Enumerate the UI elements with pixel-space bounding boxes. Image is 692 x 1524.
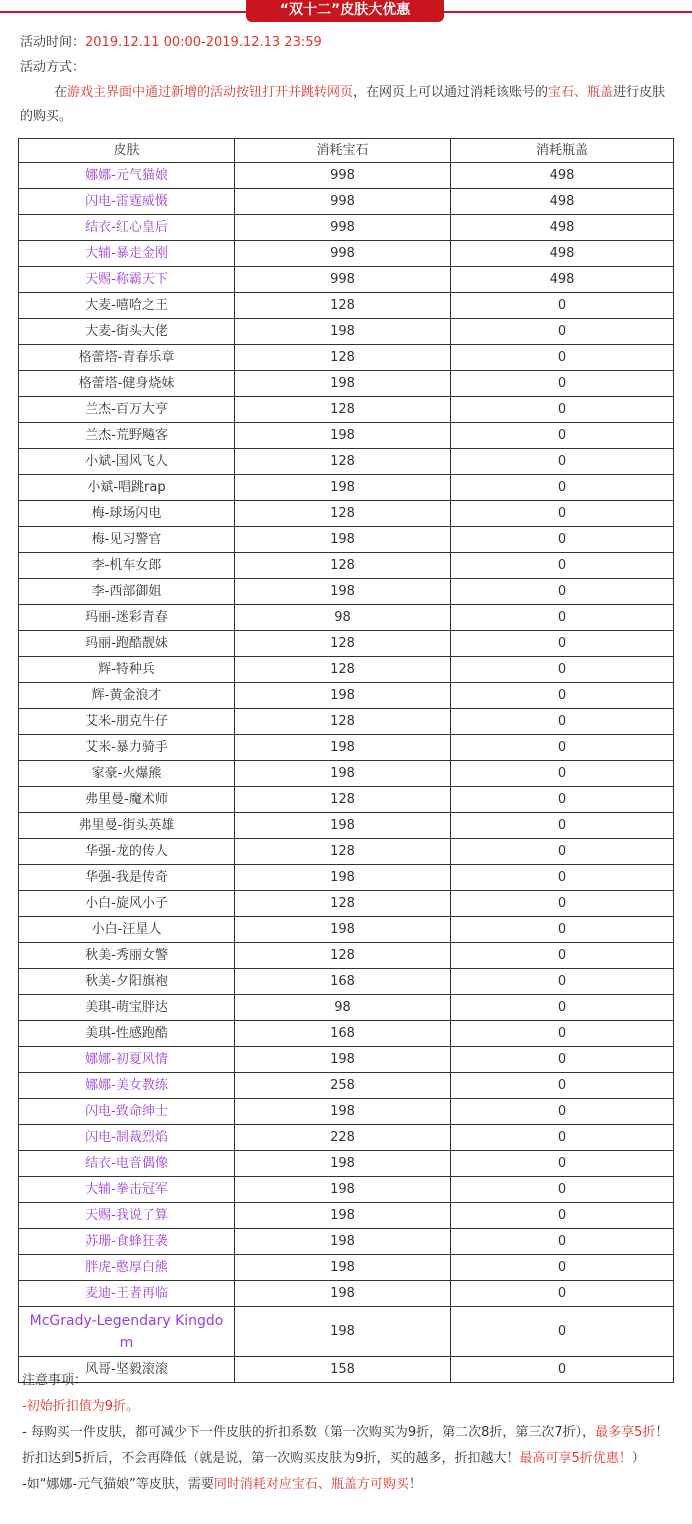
gems-cost-cell: 128	[235, 787, 451, 813]
table-row	[19, 1281, 674, 1307]
caps-cost-cell: 0	[451, 1177, 674, 1203]
skin-name-cell: 华强-龙的传人	[19, 839, 235, 865]
skin-name-cell: 闪电-雷霆威慑	[19, 189, 235, 215]
caps-cost-cell: 0	[451, 1255, 674, 1281]
table-row	[19, 371, 674, 397]
skin-name-cell: McGrady-Legendary Kingdom	[19, 1307, 235, 1357]
gems-cost-cell: 998	[235, 215, 451, 241]
note-initial-discount: -初始折扣值为9折。	[22, 1399, 139, 1414]
table-row	[19, 605, 674, 631]
gems-cost-cell: 198	[235, 1203, 451, 1229]
gems-cost-cell: 198	[235, 865, 451, 891]
gems-cost-cell: 198	[235, 579, 451, 605]
caps-cost-cell: 498	[451, 241, 674, 267]
note-req-a: -如“娜娜-元气猫娘”等皮肤，需要	[22, 1477, 214, 1492]
caps-cost-cell: 0	[451, 605, 674, 631]
gems-cost-cell: 998	[235, 241, 451, 267]
caps-cost-cell: 0	[451, 917, 674, 943]
skin-name-cell: 梅-球场闪电	[19, 501, 235, 527]
gems-cost-cell: 98	[235, 995, 451, 1021]
gems-cost-cell: 198	[235, 319, 451, 345]
table-row	[19, 267, 674, 293]
caps-cost-cell: 498	[451, 163, 674, 189]
skin-name-cell: 李-西部御姐	[19, 579, 235, 605]
caps-cost-cell: 0	[451, 1307, 674, 1357]
desc-part-3: ，在网页上可以通过消耗该账号的	[353, 85, 549, 100]
table-row	[19, 865, 674, 891]
table-row	[19, 917, 674, 943]
skin-name-cell: 麦迪-王者再临	[19, 1281, 235, 1307]
table-header-row	[19, 139, 674, 163]
note-rule-a: - 每购买一件皮肤，都可减少下一件皮肤的折扣系数（第一次购买为9折，第二次8折，第三次7折），	[22, 1425, 596, 1440]
caps-cost-cell: 0	[451, 1099, 674, 1125]
caps-cost-cell: 0	[451, 501, 674, 527]
skin-name-cell: 风哥-坚毅滚滚	[19, 1357, 235, 1383]
skin-name-cell: 娜娜-初夏风情	[19, 1047, 235, 1073]
note-rule-c: ！折扣达到5折后，不会再降低（就是说，第一次购买皮肤为9折，买的越多，折扣越大！	[22, 1425, 669, 1466]
desc-part-1: 在	[54, 85, 68, 100]
table-row	[19, 501, 674, 527]
gems-cost-cell: 128	[235, 839, 451, 865]
table-row	[19, 735, 674, 761]
skin-name-cell: 梅-见习警官	[19, 527, 235, 553]
table-body	[19, 163, 674, 1383]
skin-name-cell: 闪电-制裁烈焰	[19, 1125, 235, 1151]
skin-name-cell: 大麦-街头大佬	[19, 319, 235, 345]
caps-cost-cell: 0	[451, 345, 674, 371]
caps-cost-cell: 0	[451, 1125, 674, 1151]
skin-name-cell: 大辅-暴走金刚	[19, 241, 235, 267]
caps-cost-cell: 0	[451, 293, 674, 319]
table-row	[19, 527, 674, 553]
note-req-c: ！	[408, 1477, 422, 1492]
gems-cost-cell: 128	[235, 501, 451, 527]
table-row	[19, 1125, 674, 1151]
caps-cost-cell: 0	[451, 1073, 674, 1099]
notes-section	[22, 1368, 672, 1498]
skin-name-cell: 玛丽-迷彩青春	[19, 605, 235, 631]
caps-cost-cell: 0	[451, 527, 674, 553]
activity-description	[20, 81, 675, 129]
desc-part-5: 进行皮肤的购买。	[20, 85, 666, 124]
table-row	[19, 839, 674, 865]
note-purchase-requirement	[22, 1472, 672, 1498]
skin-name-cell: 天赐-称霸天下	[19, 267, 235, 293]
skin-name-cell: 秋美-秀丽女警	[19, 943, 235, 969]
skin-name-cell: 格蕾塔-青春乐章	[19, 345, 235, 371]
activity-method-label: 活动方式：	[20, 60, 86, 75]
skin-name-cell: 大辅-拳击冠军	[19, 1177, 235, 1203]
table-row	[19, 449, 674, 475]
caps-cost-cell: 0	[451, 683, 674, 709]
skin-name-cell: 闪电-致命绅士	[19, 1099, 235, 1125]
skin-name-cell: 结衣-红心皇后	[19, 215, 235, 241]
note-rule-b: 最多享5折	[595, 1425, 656, 1440]
table-row	[19, 683, 674, 709]
notes-label: 注意事项：	[22, 1373, 88, 1388]
gems-cost-cell: 168	[235, 1021, 451, 1047]
caps-cost-cell: 0	[451, 1151, 674, 1177]
skin-name-cell: 胖虎-憨厚白熊	[19, 1255, 235, 1281]
caps-cost-cell: 0	[451, 865, 674, 891]
table-row	[19, 241, 674, 267]
caps-cost-cell: 0	[451, 1047, 674, 1073]
gems-cost-cell: 128	[235, 631, 451, 657]
gems-cost-cell: 998	[235, 189, 451, 215]
table-row	[19, 657, 674, 683]
gems-cost-cell: 198	[235, 371, 451, 397]
table-row	[19, 995, 674, 1021]
skin-name-cell: 小白-旋风小子	[19, 891, 235, 917]
skin-name-cell: 大麦-嘻哈之王	[19, 293, 235, 319]
gems-cost-cell: 198	[235, 1099, 451, 1125]
caps-cost-cell: 0	[451, 423, 674, 449]
caps-cost-cell: 0	[451, 787, 674, 813]
table-row	[19, 631, 674, 657]
caps-cost-cell: 0	[451, 449, 674, 475]
skin-name-cell: 格蕾塔-健身烧妹	[19, 371, 235, 397]
gems-cost-cell: 158	[235, 1357, 451, 1383]
skin-name-cell: 小斌-国风飞人	[19, 449, 235, 475]
gems-cost-cell: 258	[235, 1073, 451, 1099]
gems-cost-cell: 198	[235, 1307, 451, 1357]
table-row	[19, 1021, 674, 1047]
skin-name-cell: 艾米-暴力骑手	[19, 735, 235, 761]
gems-cost-cell: 168	[235, 969, 451, 995]
gems-cost-cell: 128	[235, 891, 451, 917]
table-row	[19, 787, 674, 813]
table-row	[19, 1229, 674, 1255]
caps-cost-cell: 0	[451, 1281, 674, 1307]
table-row	[19, 293, 674, 319]
note-rule-e: ）	[631, 1451, 645, 1466]
table-row	[19, 423, 674, 449]
gems-cost-cell: 198	[235, 1281, 451, 1307]
table-row	[19, 553, 674, 579]
gems-cost-cell: 198	[235, 683, 451, 709]
gems-cost-cell: 198	[235, 1255, 451, 1281]
gems-cost-cell: 198	[235, 735, 451, 761]
skin-name-cell: 娜娜-美女教练	[19, 1073, 235, 1099]
caps-cost-cell: 498	[451, 189, 674, 215]
skin-name-cell: 美琪-性感跑酷	[19, 1021, 235, 1047]
caps-cost-cell: 0	[451, 839, 674, 865]
gems-cost-cell: 128	[235, 657, 451, 683]
gems-cost-cell: 198	[235, 1229, 451, 1255]
activity-time	[20, 31, 675, 55]
caps-cost-cell: 0	[451, 1229, 674, 1255]
skin-name-cell: 美琪-萌宝胖达	[19, 995, 235, 1021]
table-row	[19, 1099, 674, 1125]
table-row	[19, 1151, 674, 1177]
caps-cost-cell: 498	[451, 215, 674, 241]
gems-cost-cell: 228	[235, 1125, 451, 1151]
caps-cost-cell: 0	[451, 891, 674, 917]
caps-cost-cell: 498	[451, 267, 674, 293]
table-row	[19, 1073, 674, 1099]
skin-name-cell: 弗里曼-街头英雄	[19, 813, 235, 839]
caps-cost-cell: 0	[451, 579, 674, 605]
gems-cost-cell: 128	[235, 397, 451, 423]
caps-cost-cell: 0	[451, 761, 674, 787]
table-row	[19, 319, 674, 345]
skin-name-cell: 玛丽-跑酷靓妹	[19, 631, 235, 657]
caps-cost-cell: 0	[451, 709, 674, 735]
skin-name-cell: 小斌-唱跳rap	[19, 475, 235, 501]
gems-cost-cell: 128	[235, 345, 451, 371]
table-row	[19, 163, 674, 189]
caps-cost-cell: 0	[451, 813, 674, 839]
skin-name-cell: 小白-汪星人	[19, 917, 235, 943]
caps-cost-cell: 0	[451, 657, 674, 683]
gems-cost-cell: 198	[235, 1151, 451, 1177]
caps-cost-cell: 0	[451, 735, 674, 761]
caps-cost-cell: 0	[451, 1357, 674, 1383]
table-row	[19, 761, 674, 787]
gems-cost-cell: 198	[235, 423, 451, 449]
skin-name-cell: 结衣-电音偶像	[19, 1151, 235, 1177]
skin-name-cell: 辉-特种兵	[19, 657, 235, 683]
note-rule-d: 最高可享5折优惠！	[519, 1451, 632, 1466]
skin-name-cell: 秋美-夕阳旗袍	[19, 969, 235, 995]
gems-cost-cell: 198	[235, 475, 451, 501]
skin-name-cell: 弗里曼-魔术师	[19, 787, 235, 813]
caps-cost-cell: 0	[451, 631, 674, 657]
gems-cost-cell: 998	[235, 267, 451, 293]
gems-cost-cell: 198	[235, 761, 451, 787]
gems-cost-cell: 128	[235, 553, 451, 579]
skin-name-cell: 艾米-朋克牛仔	[19, 709, 235, 735]
caps-cost-cell: 0	[451, 1021, 674, 1047]
header-gems: 消耗宝石	[235, 139, 451, 163]
desc-part-4: 宝石、瓶盖	[548, 85, 614, 100]
gems-cost-cell: 128	[235, 943, 451, 969]
banner	[0, 0, 692, 24]
table-row	[19, 189, 674, 215]
header-skin: 皮肤	[19, 139, 235, 163]
table-row	[19, 943, 674, 969]
table-row	[19, 1307, 674, 1357]
caps-cost-cell: 0	[451, 319, 674, 345]
gems-cost-cell: 198	[235, 527, 451, 553]
caps-cost-cell: 0	[451, 475, 674, 501]
gems-cost-cell: 128	[235, 709, 451, 735]
skin-name-cell: 兰杰-荒野飚客	[19, 423, 235, 449]
table-row	[19, 345, 674, 371]
table-row	[19, 1047, 674, 1073]
gems-cost-cell: 198	[235, 1047, 451, 1073]
skin-name-cell: 李-机车女郎	[19, 553, 235, 579]
banner-title: “双十二”皮肤大优惠	[246, 0, 444, 22]
gems-cost-cell: 198	[235, 1177, 451, 1203]
gems-cost-cell: 128	[235, 293, 451, 319]
skin-name-cell: 苏珊-食蜂狂袭	[19, 1229, 235, 1255]
skin-name-cell: 天赐-我说了算	[19, 1203, 235, 1229]
caps-cost-cell: 0	[451, 943, 674, 969]
caps-cost-cell: 0	[451, 553, 674, 579]
activity-time-label: 活动时间：	[20, 35, 86, 50]
table-row	[19, 969, 674, 995]
table-row	[19, 1177, 674, 1203]
skin-name-cell: 辉-黄金浪才	[19, 683, 235, 709]
table-row	[19, 397, 674, 423]
table-row	[19, 709, 674, 735]
table-row	[19, 1255, 674, 1281]
gems-cost-cell: 998	[235, 163, 451, 189]
activity-time-value: 2019.12.11 00:00-2019.12.13 23:59	[85, 35, 322, 50]
caps-cost-cell: 0	[451, 995, 674, 1021]
skin-name-cell: 华强-我是传奇	[19, 865, 235, 891]
table-row	[19, 579, 674, 605]
caps-cost-cell: 0	[451, 1203, 674, 1229]
note-req-b: 同时消耗对应宝石、瓶盖方可购买	[213, 1477, 409, 1492]
note-discount-rule	[22, 1420, 672, 1472]
table-row	[19, 215, 674, 241]
caps-cost-cell: 0	[451, 371, 674, 397]
desc-part-2: 游戏主界面中通过新增的活动按钮打开并跳转网页	[67, 85, 354, 100]
gems-cost-cell: 198	[235, 813, 451, 839]
gems-cost-cell: 128	[235, 449, 451, 475]
gems-cost-cell: 198	[235, 917, 451, 943]
skin-name-cell: 娜娜-元气猫娘	[19, 163, 235, 189]
header-caps: 消耗瓶盖	[451, 139, 674, 163]
gems-cost-cell: 98	[235, 605, 451, 631]
table-row	[19, 475, 674, 501]
skin-price-table	[18, 138, 674, 1383]
skin-name-cell: 兰杰-百万大亨	[19, 397, 235, 423]
caps-cost-cell: 0	[451, 969, 674, 995]
skin-name-cell: 家豪-火爆熊	[19, 761, 235, 787]
table-row	[19, 1203, 674, 1229]
table-row	[19, 891, 674, 917]
caps-cost-cell: 0	[451, 397, 674, 423]
table-row	[19, 813, 674, 839]
